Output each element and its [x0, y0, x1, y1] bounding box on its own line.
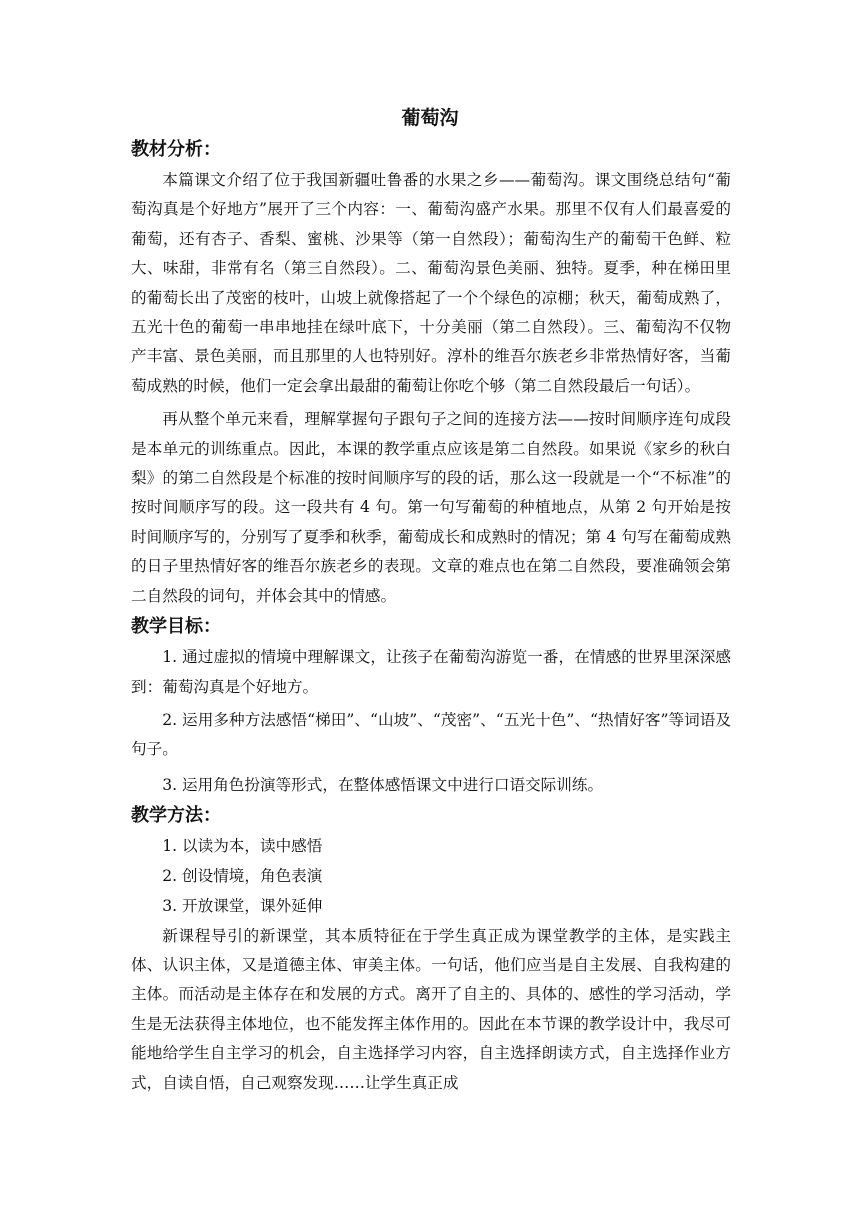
analysis-paragraph-1: 本篇课文介绍了位于我国新疆吐鲁番的水果之乡——葡萄沟。课文围绕总结句“葡萄沟真是个好地方”展开了三个内容：一、葡萄沟盛产水果。那里不仅有人们最喜爱的葡萄，还有杏子、香梨、蜜桃、沙果等（第一自然段）；葡萄沟生产的葡萄干色鲜、粒大、味甜，非常有名（第三自然段）。二、葡萄沟景色美丽、独特。夏季，种在梯田里的葡萄长出了茂密的枝叶，山坡上就像搭起了一个个绿色的凉棚；秋天，葡萄成熟了，五光十色的葡萄一串串地挂在绿叶底下，十分美丽（第二自然段）。三、葡萄沟不仅物产丰富、景色美丽，而且那里的人也特别好。淳朴的维吾尔族老乡非常热情好客，当葡萄成熟的时候，他们一定会拿出最甜的葡萄让你吃个够（第二自然段最后一句话）。 [131, 171, 731, 395]
heading-goals: 教学目标： [131, 616, 221, 638]
method-item-2: 2. 创设情境，角色表演 [162, 866, 323, 885]
goal-item-1: 1. 通过虚拟的情境中理解课文，让孩子在葡萄沟游览一番，在情感的世界里深深感到：葡萄沟真是个好地方。 [131, 648, 731, 696]
methods-paragraph: 新课程导引的新课堂，其本质特征在于学生真正成为课堂教学的主体，是实践主体、认识主体，又是道德主体、审美主体。一句话，他们应当是自主发展、自我构建的主体。而活动是主体存在和发展的方式。离开了自主的、具体的、感性的学习活动，学生是无法获得主体地位，也不能发挥主体作用的。因此在本节课的教学设计中，我尽可能地给学生自主学习的机会，自主选择学习内容，自主选择朗读方式，自主选择作业方式，自读自悟，自己观察发现……让学生真正成 [131, 926, 731, 1092]
page-title: 葡萄沟 [401, 107, 459, 129]
document-body [131, 134, 731, 1098]
analysis-paragraph-2: 再从整个单元来看，理解掌握句子跟句子之间的连接方法——按时间顺序连句成段是本单元的训练重点。因此，本课的教学重点应该是第二自然段。如果说《家乡的秋白梨》的第二自然段是个标准的按时间顺序写的段的话，那么这一段就是一个“不标准”的按时间顺序写的段。这一段共有 4 句。第一句写葡萄的种植地点，从第 2 句开始是按时间顺序写的，分别写了夏季和秋季，葡萄成长和成熟时的情况；第 4 句写在葡萄成熟的日子里热情好客的维吾尔族老乡的表现。文章的难点也在第二自然段，要准确领会第二自然段的词句，并体会其中的情感。 [131, 410, 731, 605]
method-item-3: 3. 开放课堂，课外延伸 [162, 896, 323, 915]
goal-item-2: 2. 运用多种方法感悟“梯田”、“山坡”、“茂密”、“五光十色”、“热情好客”等词语及句子。 [131, 710, 731, 759]
heading-methods: 教学方法： [131, 805, 221, 827]
goal-item-3: 3. 运用角色扮演等形式，在整体感悟课文中进行口语交际训练。 [162, 775, 604, 794]
method-item-1: 1. 以读为本，读中感悟 [162, 837, 323, 856]
heading-analysis: 教材分析： [131, 139, 221, 160]
